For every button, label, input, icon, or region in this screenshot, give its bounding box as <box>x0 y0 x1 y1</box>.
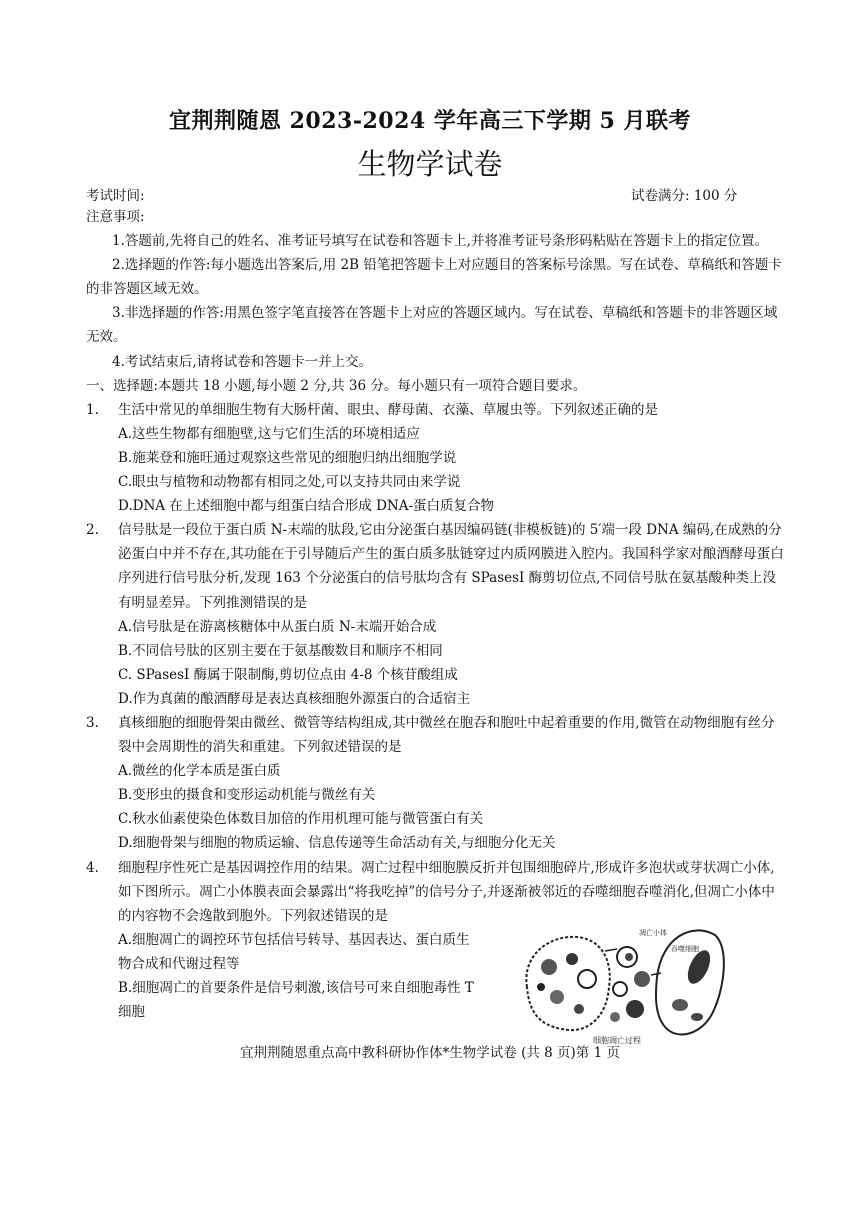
exam-title: 宜荆荆随恩 2023-2024 学年高三下学期 5 月联考 <box>168 108 692 134</box>
apoptotic-body <box>537 983 545 991</box>
option-a <box>86 928 478 976</box>
exam-time-label: 考试时间: <box>86 188 145 204</box>
figure-label-phagocyte: 吞噬细胞 <box>671 945 699 953</box>
note-item-1: 1.答题前,先将自己的姓名、准考证号填写在试卷和答题卡上,并将准考证号条形码粘贴在答题卡上的指定位置。 <box>112 233 768 250</box>
option-a-text: A.细胞凋亡的调控环节包括信号转导、基因表达、蛋白质生物合成和代谢过程等 <box>118 931 470 972</box>
option-a: A.信号肽是在游离核糖体中从蛋白质 N-末端开始合成 <box>118 618 437 635</box>
notes-heading: 注意事项: <box>86 209 145 225</box>
full-score-label: 试卷满分: 100 分 <box>631 188 738 204</box>
question-3 <box>86 711 786 759</box>
apoptotic-body <box>610 1012 620 1022</box>
apoptotic-body <box>625 953 633 961</box>
arrow-icon <box>651 973 661 975</box>
question-1 <box>86 398 786 422</box>
apoptotic-body <box>613 982 627 996</box>
apoptosis-figure <box>517 917 729 1047</box>
option-a: A.微丝的化学本质是蛋白质 <box>118 763 281 780</box>
apoptotic-body <box>626 1000 644 1018</box>
exam-content <box>86 205 786 1024</box>
question-number: 3. <box>86 714 99 731</box>
question-number: 1. <box>86 401 99 418</box>
apoptotic-body <box>634 971 650 987</box>
apoptotic-body <box>574 1004 584 1014</box>
apoptotic-cell-outline <box>526 937 609 1030</box>
question-stem: 生活中常见的单细胞生物有大肠杆菌、眼虫、酵母菌、衣藻、草履虫等。下列叙述正确的是 <box>118 401 658 418</box>
note-item-3: 3.非选择题的作答:用黑色签字笔直接答在答题卡上对应的答题区域内。写在试卷、草稿纸和答题卡的非答题区域无效。 <box>86 305 778 346</box>
option-b: B.变形虫的摄食和变形运动机能与微丝有关 <box>118 787 376 804</box>
option-d: D.作为真菌的酿酒酵母是表达真核细胞外源蛋白的合适宿主 <box>118 690 471 707</box>
option-a: A.这些生物都有细胞壁,这与它们生活的环境相适应 <box>118 425 420 442</box>
section-heading: 一、选择题:本题共 18 小题,每小题 2 分,共 36 分。每小题只有一项符合题目要求。 <box>86 377 587 394</box>
option-b-text: B.细胞凋亡的首要条件是信号刺激,该信号可来自细胞毒性 T 细胞 <box>118 980 474 1021</box>
note-item-2: 2.选择题的作答:每小题选出答案后,用 2B 铅笔把答题卡上对应题目的答案标号涂黑。写在试卷、草稿纸和答题卡的非答题区域无效。 <box>86 257 782 298</box>
question-number: 2. <box>86 522 99 539</box>
note-item-4: 4.考试结束后,请将试卷和答题卡一并上交。 <box>112 353 373 370</box>
apoptotic-body <box>566 953 578 965</box>
option-b <box>86 976 478 1024</box>
apoptotic-body <box>578 970 596 988</box>
page-footer: 宜荆荆随恩重点高中教科研协作体*生物学试卷 (共 8 页)第 1 页 <box>240 1045 620 1061</box>
option-c: C. SPasesI 酶属于限制酶,剪切位点由 4-8 个核苷酸组成 <box>118 666 458 683</box>
option-d: D.细胞骨架与细胞的物质运输、信息传递等生命活动有关,与细胞分化无关 <box>118 835 556 852</box>
apoptotic-body <box>550 990 564 1004</box>
figure-label-apoptotic-body: 凋亡小体 <box>639 929 667 937</box>
option-d: D.DNA 在上述细胞中都与组蛋白结合形成 DNA-蛋白质复合物 <box>118 498 495 515</box>
option-c: C.眼虫与植物和动物都有相同之处,可以支持共同由来学说 <box>118 474 461 491</box>
apoptotic-body <box>541 959 557 975</box>
option-b: B.施莱登和施旺通过观察这些常见的细胞归纳出细胞学说 <box>118 449 457 466</box>
question-2 <box>86 518 786 614</box>
question-stem: 细胞程序性死亡是基因调控作用的结果。凋亡过程中细胞膜反折并包围细胞碎片,形成许多泡状或芽状凋亡小体,如下图所示。凋亡小体膜表面会暴露出“将我吃掉”的信号分子,并逐渐被邻近的吞噬细胞吞噬消化,但凋亡小体中的内容物不会逸散到胞外。下列叙述错误的是 <box>118 859 775 924</box>
engulfed-body <box>672 999 688 1011</box>
figure-caption: 细胞凋亡过程 <box>593 1036 641 1045</box>
engulfed-body <box>691 1013 703 1021</box>
arrow-icon <box>605 949 617 951</box>
question-number: 4. <box>86 859 99 876</box>
exam-subject-title: 生物学试卷 <box>357 147 503 181</box>
question-stem: 信号肽是一段位于蛋白质 N-末端的肽段,它由分泌蛋白基因编码链(非模板链)的 5′端一段 DNA 编码,在成熟的分泌蛋白中并不存在,其功能在于引导随后产生的蛋白质多肽链穿过内质网膜进入腔内。我国科学家对酿酒酵母蛋白序列进行信号肽分析,发现 163 个分泌蛋白的信号肽均含有 SPasesI 酶剪切位点,不同信号肽在氨基酸种类上没有明显差异。下列推测错误的是 <box>118 522 784 611</box>
question-stem: 真核细胞的细胞骨架由微丝、微管等结构组成,其中微丝在胞吞和胞吐中起着重要的作用,微管在动物细胞有丝分裂中会周期性的消失和重建。下列叙述错误的是 <box>118 714 775 756</box>
option-b: B.不同信号肽的区别主要在于氨基酸数目和顺序不相同 <box>118 642 443 659</box>
option-c: C.秋水仙素使染色体数目加倍的作用机理可能与微管蛋白有关 <box>118 811 484 828</box>
